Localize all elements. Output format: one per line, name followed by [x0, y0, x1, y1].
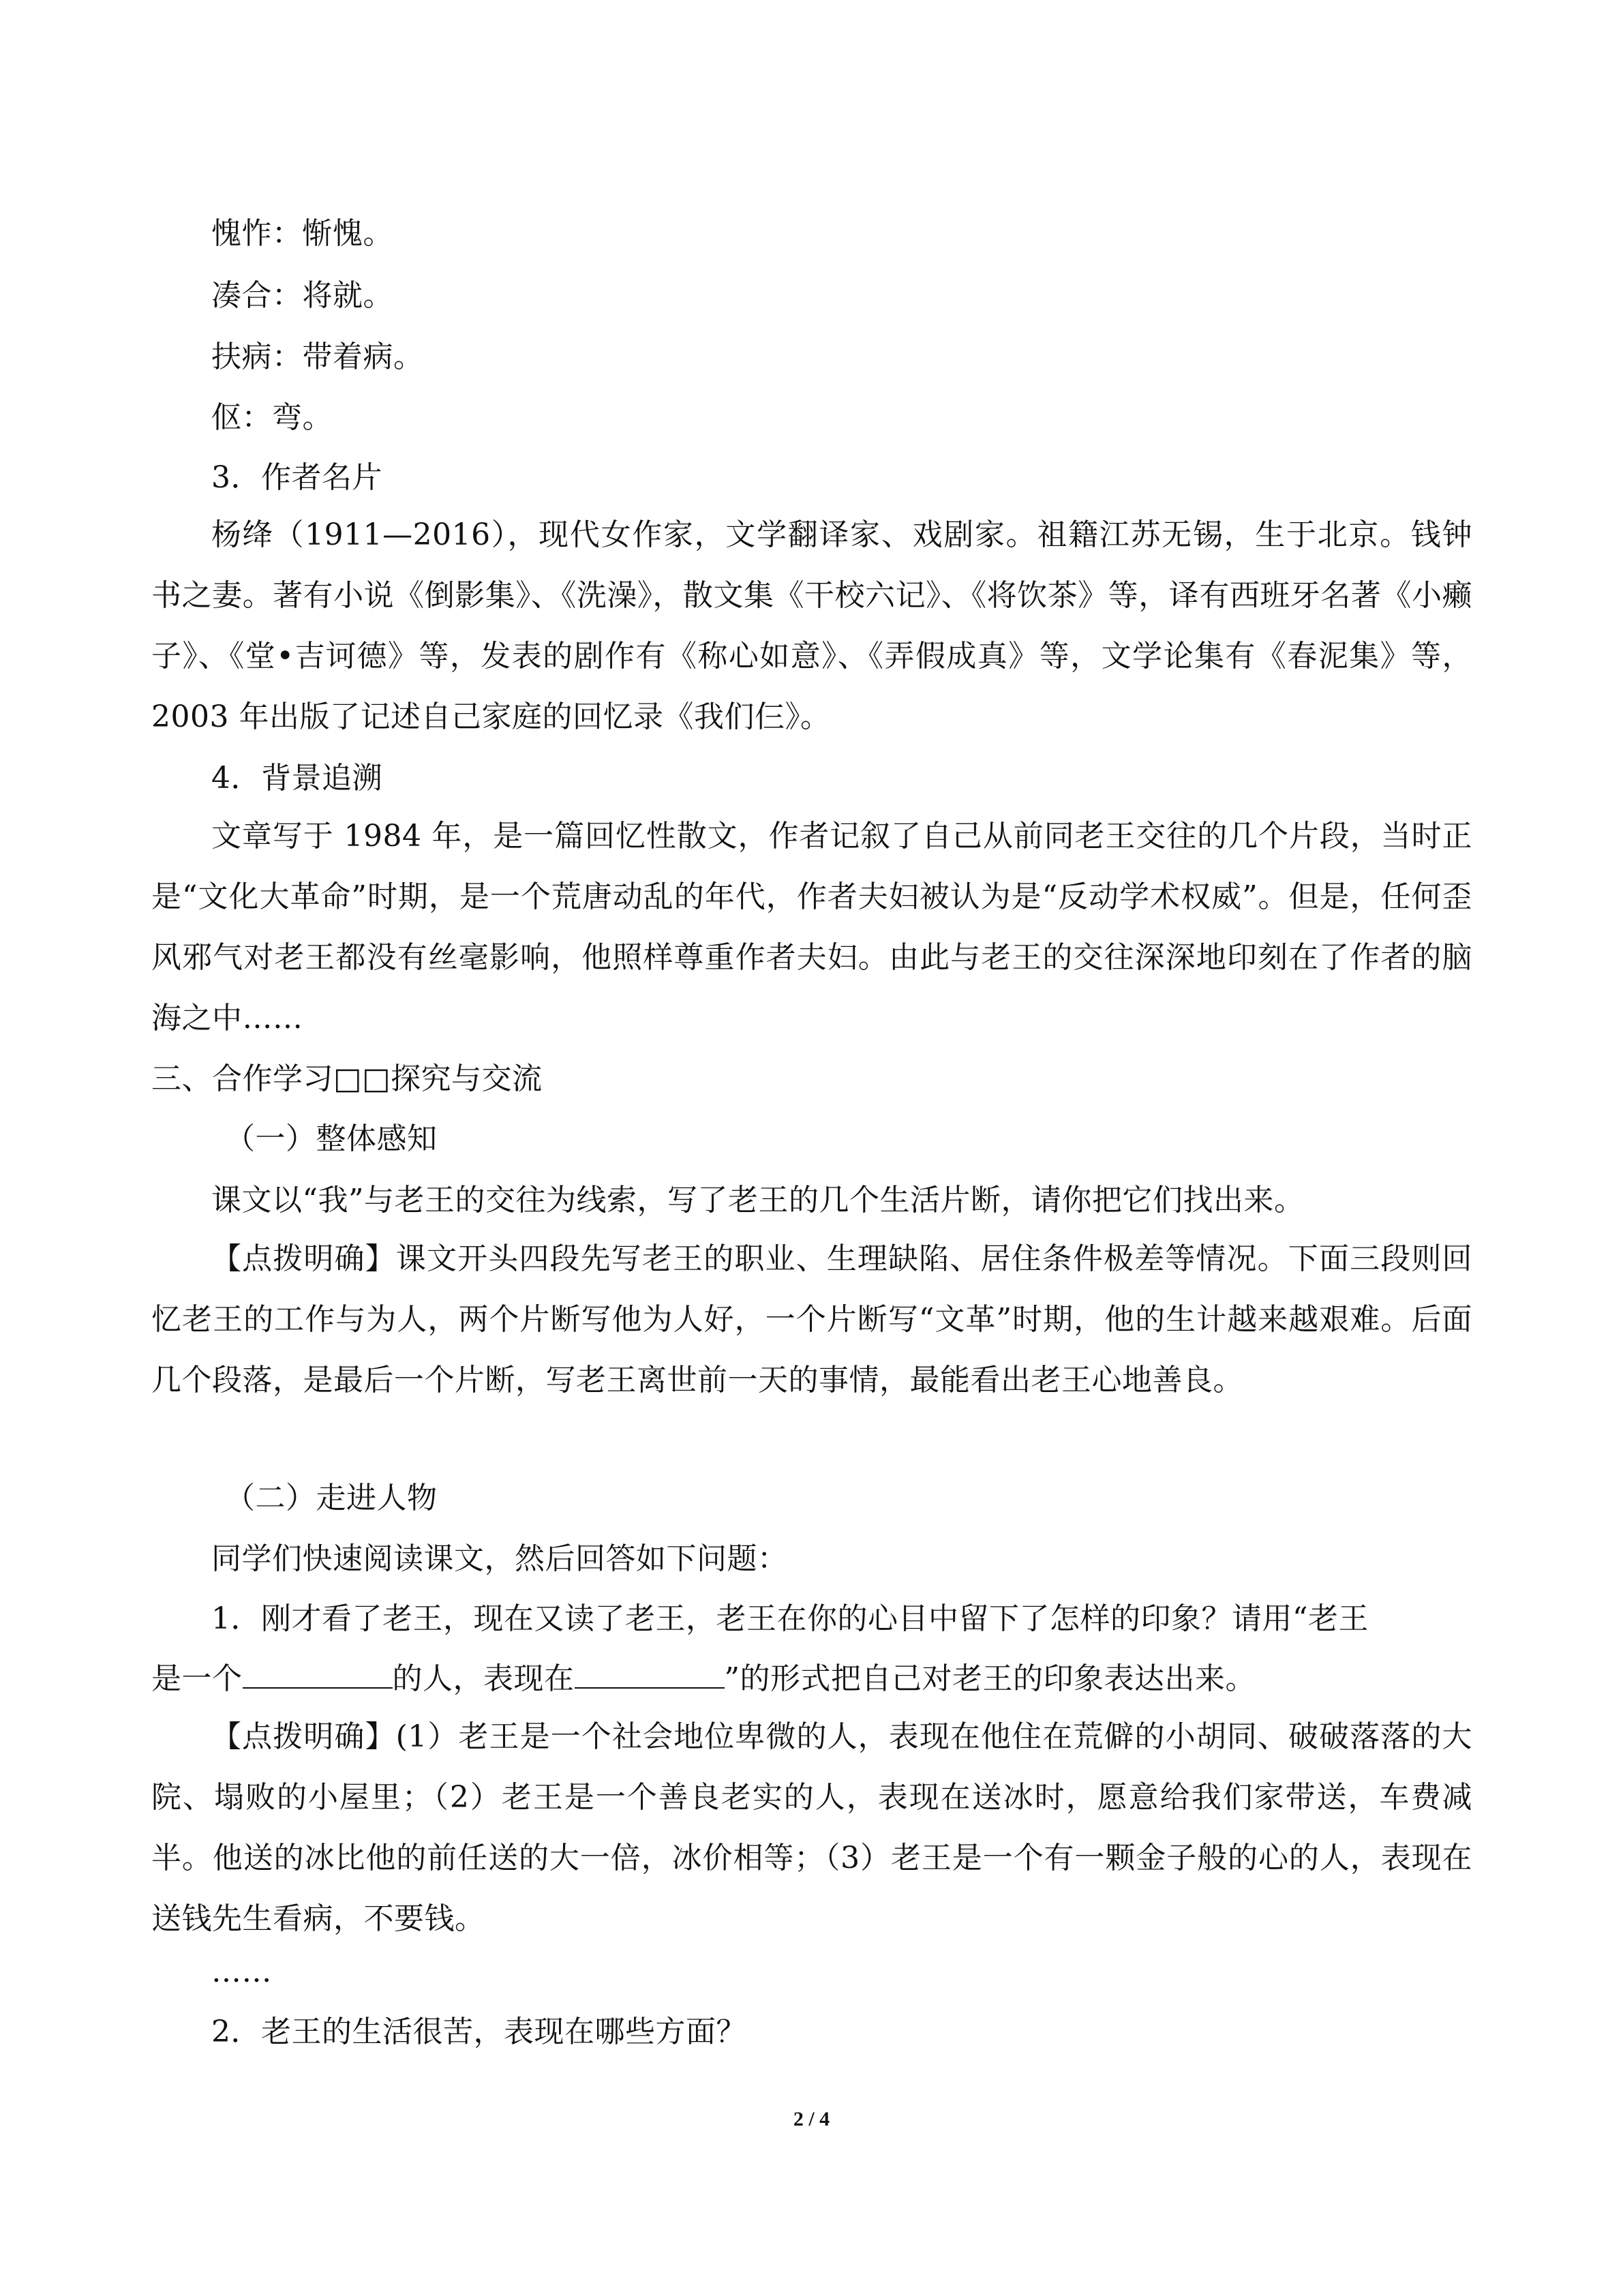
fill-in-line: [151, 1659, 1256, 1700]
answer-paragraph: 【点拨明确】课文开头四段先写老王的职业、生理缺陷、居住条件极差等情况。下面三段则回忆老王的工作与为人，两个片断写他为人好，一个片断写“文革”时期，他的生计越来越艰难。后面几个段落，是最后一个片断，写老王离世前一天的事情，最能看出老王心地善良。: [151, 1241, 1472, 1398]
question-text: 1．刚才看了老王，现在又读了老王，老王在你的心目中留下了怎样的印象？请用“老王: [211, 1601, 1369, 1636]
author-paragraph: 杨绛（1911—2016），现代女作家，文学翻译家、戏剧家。祖籍江苏无锡，生于北京。钱钟书之妻。著有小说《倒影集》、《洗澡》，散文集《干校六记》、《将饮茶》等，译有西班牙名著《小癞子》、《堂•吉诃德》等，发表的剧作有《称心如意》、《弄假成真》等，文学论集有《春泥集》等，2003 年出版了记述自己家庭的回忆录《我们仨》。: [151, 517, 1472, 734]
answer-blank[interactable]: [243, 1660, 393, 1689]
page-number: 2 / 4: [793, 2108, 830, 2130]
answer-paragraph: 【点拨明确】(1）老王是一个社会地位卑微的人，表现在他住在荒僻的小胡同、破破落落的大院、塌败的小屋里；（2）老王是一个善良老实的人，表现在送冰时，愿意给我们家带送，车费减半。他送的冰比他的前任送的大一倍，冰价相等；（3）老王是一个有一颗金子般的心的人，表现在送钱先生看病，不要钱。: [151, 1719, 1472, 1936]
intro-text: 同学们快速阅读课文，然后回答如下问题：: [211, 1541, 788, 1576]
section-heading: 三、合作学习□□探究与交流: [151, 1061, 543, 1096]
question-text: 2．老王的生活很苦，表现在哪些方面？: [211, 2014, 746, 2049]
vocab-item: 愧怍：惭愧。: [211, 216, 393, 251]
background-heading: 4．背景追溯: [211, 761, 382, 796]
author-heading: 3．作者名片: [211, 460, 382, 495]
vocab-item: 伛：弯。: [211, 400, 333, 435]
question-text: ”的形式把自己对老王的印象表达出来。: [724, 1661, 1256, 1696]
vocab-item: 凑合：将就。: [211, 278, 393, 313]
subsection-heading: （一）整体感知: [225, 1121, 438, 1156]
question-text: 是一个: [151, 1661, 243, 1696]
subsection-heading: （二）走进人物: [225, 1481, 438, 1515]
ellipsis: ……: [211, 1954, 272, 1989]
question-text: 课文以“我”与老王的交往为线索，写了老王的几个生活片断，请你把它们找出来。: [211, 1183, 1305, 1218]
question-text: 的人，表现在: [392, 1661, 575, 1696]
background-paragraph: 文章写于 1984 年，是一篇回忆性散文，作者记叙了自己从前同老王交往的几个片段，当时正是“文化大革命”时期，是一个荒唐动乱的年代，作者夫妇被认为是“反动学术权威”。但是，任何歪风邪气对老王都没有丝毫影响，他照样尊重作者夫妇。由此与老王的交往深深地印刻在了作者的脑海之中……: [151, 819, 1472, 1036]
vocab-item: 扶病：带着病。: [211, 339, 424, 374]
answer-blank[interactable]: [575, 1660, 725, 1689]
